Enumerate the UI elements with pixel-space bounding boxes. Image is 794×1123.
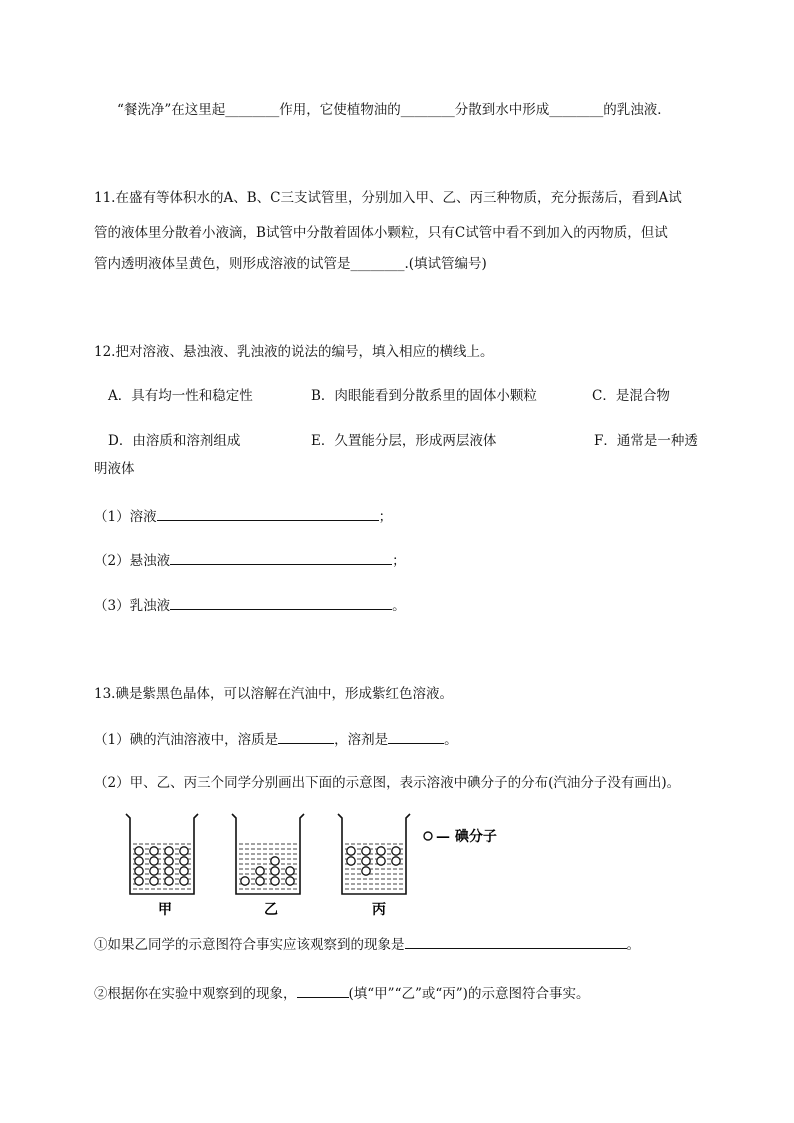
- iodine-molecule: [135, 857, 143, 865]
- q13-question-1-text: ①如果乙同学的示意图符合事实应该观察到的现象是: [94, 937, 405, 953]
- iodine-molecule: [362, 857, 370, 865]
- beaker-figure: [122, 810, 502, 918]
- beaker-label-bing: 丙: [372, 902, 386, 918]
- q13-question-2-text-b: (填“甲”“乙”或“丙”)的示意图符合事实。: [348, 986, 590, 1002]
- q13-question-1-blank[interactable]: [405, 934, 627, 949]
- q13-solvent-blank[interactable]: [388, 729, 444, 744]
- q13-question-2: [94, 983, 589, 1004]
- iodine-molecule: [271, 867, 279, 875]
- iodine-molecule: [180, 867, 188, 875]
- iodine-molecule: [362, 847, 370, 855]
- iodine-molecule: [271, 877, 279, 885]
- beaker-label-jia: 甲: [158, 902, 172, 918]
- iodine-molecule: [256, 877, 264, 885]
- q12-sub-3-end: 。: [392, 598, 406, 614]
- q13-question-2-blank[interactable]: [297, 983, 349, 998]
- iodine-molecule: [392, 847, 400, 855]
- q13-question-1: [94, 934, 640, 955]
- q12-option-c: C．是混合物: [592, 388, 670, 404]
- q12-sub-2: [94, 550, 406, 571]
- iodine-molecule: [241, 877, 249, 885]
- q12-sub-1-blank[interactable]: [157, 506, 379, 521]
- iodine-molecule: [165, 847, 173, 855]
- q12-option-f: F．通常是一种透: [594, 433, 698, 449]
- iodine-molecule: [135, 877, 143, 885]
- q12-sub-3-label: （3）乳浊液: [94, 598, 171, 614]
- iodine-molecule: [165, 867, 173, 875]
- q11-line-2: 管的液体里分散着小液滴，B试管中分散着固体小颗粒，只有C试管中看不到加入的丙物质，但试: [94, 225, 668, 241]
- beaker-label-yi: 乙: [264, 902, 278, 918]
- iodine-molecule: [286, 867, 294, 875]
- iodine-molecule: [150, 867, 158, 875]
- iodine-molecule: [347, 857, 355, 865]
- iodine-molecule: [165, 857, 173, 865]
- iodine-molecule: [392, 857, 400, 865]
- iodine-molecule: [180, 877, 188, 885]
- q12-sub-1: [94, 506, 392, 527]
- q10-line: “餐洗净”在这里起________作用，它使植物油的________分散到水中形成________的乳浊液．: [117, 102, 671, 118]
- iodine-molecule: [180, 857, 188, 865]
- q11-line-1: 11.在盛有等体积水的A、B、C三支试管里，分别加入甲、乙、丙三种物质，充分振荡后，看到A试: [94, 190, 682, 206]
- q12-option-d: D．由溶质和溶剂组成: [108, 433, 241, 449]
- iodine-molecule: [165, 877, 173, 885]
- iodine-molecule: [150, 877, 158, 885]
- iodine-molecule: [135, 867, 143, 875]
- q12-sub-2-label: （2）悬浊液: [94, 553, 171, 569]
- legend-label: — 碘分子: [436, 829, 497, 845]
- q13-question-1-end: 。: [626, 937, 640, 953]
- q13-sub-2: （2）甲、乙、丙三个同学分别画出下面的示意图，表示溶液中碘分子的分布(汽油分子没有画出)。: [94, 775, 681, 791]
- q12-option-e: E．久置能分层，形成两层液体: [311, 433, 497, 449]
- q12-option-b: B．肉眼能看到分散系里的固体小颗粒: [311, 388, 537, 404]
- q12-sub-2-end: ；: [392, 553, 406, 569]
- q13-solute-blank[interactable]: [278, 729, 334, 744]
- iodine-molecule: [347, 847, 355, 855]
- q12-sub-2-blank[interactable]: [170, 550, 392, 565]
- q13-stem: 13.碘是紫黑色晶体，可以溶解在汽油中，形成紫红色溶液。: [94, 686, 453, 702]
- q13-sub-1: [94, 729, 458, 750]
- q12-option-f-continued: 明液体: [94, 461, 135, 477]
- q12-sub-1-end: ；: [378, 509, 393, 525]
- q12-option-a: A．具有均一性和稳定性: [108, 388, 253, 404]
- q13-sub-1-text-a: （1）碘的汽油溶液中，溶质是: [94, 732, 279, 748]
- iodine-molecule: [377, 857, 385, 865]
- iodine-molecule: [362, 867, 370, 875]
- q12-sub-3: [94, 595, 406, 616]
- q13-question-2-text-a: ②根据你在实验中观察到的现象，: [94, 986, 297, 1002]
- iodine-molecule: [180, 847, 188, 855]
- iodine-molecule: [256, 867, 264, 875]
- iodine-molecule: [135, 847, 143, 855]
- iodine-molecule: [271, 857, 279, 865]
- q13-sub-1-end: 。: [444, 732, 458, 748]
- q12-stem: 12.把对溶液、悬浊液、乳浊液的说法的编号，填入相应的横线上。: [94, 344, 494, 360]
- iodine-molecule: [150, 857, 158, 865]
- q13-sub-1-text-b: ，溶剂是: [334, 732, 389, 748]
- q11-line-3: 管内透明液体呈黄色，则形成溶液的试管是________.(填试管编号): [94, 256, 487, 272]
- iodine-molecule: [150, 847, 158, 855]
- iodine-molecule: [286, 877, 294, 885]
- iodine-molecule: [377, 847, 385, 855]
- q12-sub-1-label: （1）溶液: [94, 509, 157, 525]
- q12-sub-3-blank[interactable]: [170, 595, 392, 610]
